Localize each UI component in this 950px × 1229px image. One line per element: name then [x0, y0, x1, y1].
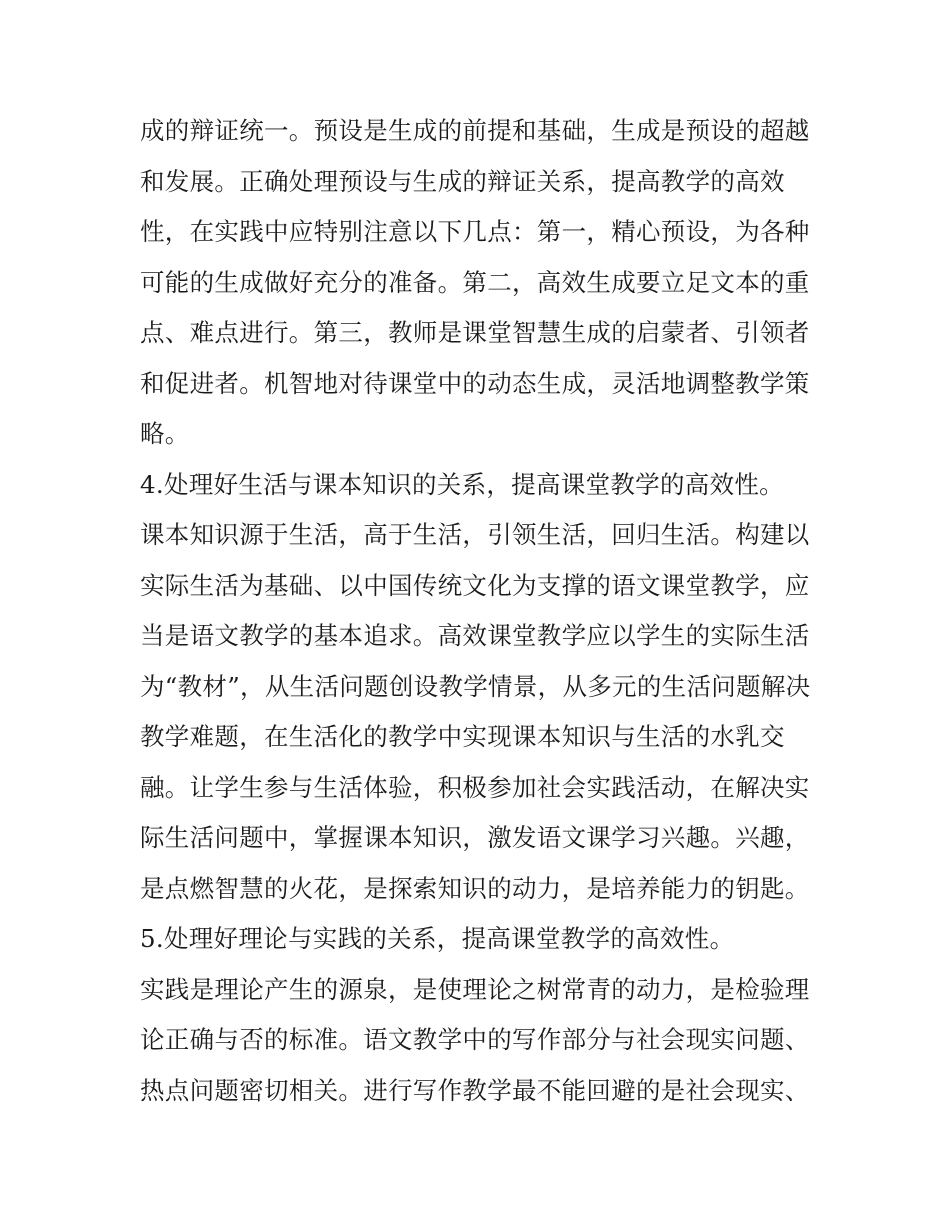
text-line: 为“教材”，从生活问题创设教学情景，从多元的生活问题解决 — [140, 671, 811, 701]
text-line: 实践是理论产生的源泉，是使理论之树常青的动力，是检验理 — [140, 974, 810, 1004]
text-line: 点、难点进行。第三，教师是课堂智慧生成的启蒙者、引领者 — [140, 318, 810, 347]
section-heading-5: 5.处理好理论与实践的关系，提高课堂教学的高效性。 — [140, 924, 735, 953]
text-line: 教学难题，在生活化的教学中实现课本知识与生活的水乳交 — [140, 722, 785, 751]
text-line: 热点问题密切相关。进行写作教学最不能回避的是社会现实、 — [140, 1075, 810, 1105]
text-line: 性，在实践中应特别注意以下几点：第一，精心预设，为各种 — [140, 217, 810, 246]
text-line: 成的辩证统一。预设是生成的前提和基础，生成是预设的超越 — [140, 116, 810, 145]
text-line: 略。 — [140, 419, 190, 448]
section-heading-4: 4.处理好生活与课本知识的关系，提高课堂教学的高效性。 — [140, 469, 784, 499]
text-line: 实际生活为基础、以中国传统文化为支撑的语文课堂教学，应 — [140, 570, 810, 600]
text-line: 论正确与否的标准。语文教学中的写作部分与社会现实问题、 — [140, 1025, 810, 1054]
text-line: 课本知识源于生活，高于生活，引领生活，回归生活。构建以 — [140, 520, 810, 549]
text-line: 可能的生成做好充分的准备。第二，高效生成要立足文本的重 — [140, 267, 810, 297]
text-line: 和发展。正确处理预设与生成的辩证关系，提高教学的高效 — [140, 166, 785, 196]
text-line: 融。让学生参与生活体验，积极参加社会实践活动，在解决实 — [140, 772, 810, 802]
text-line: 是点燃智慧的火花，是探索知识的动力，是培养能力的钥匙。 — [140, 873, 810, 903]
document-body — [140, 106, 820, 1116]
text-line: 和促进者。机智地对待课堂中的动态生成，灵活地调整教学策 — [140, 368, 810, 398]
text-line: 当是语文教学的基本追求。高效课堂教学应以学生的实际生活 — [140, 621, 810, 650]
text-line: 际生活问题中，掌握课本知识，激发语文课学习兴趣。兴趣， — [140, 823, 810, 852]
